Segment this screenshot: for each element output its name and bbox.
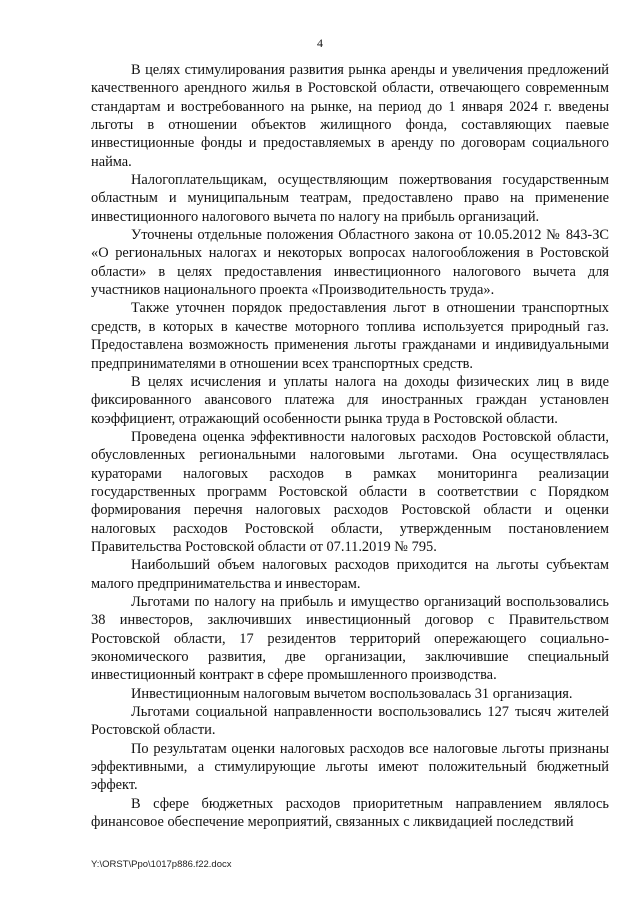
paragraph-budget-expenditure: В сфере бюджетных расходов приоритетным направлением являлось финансовое обеспечение мероприятий, связанных с ликвидацией последствий	[91, 795, 609, 831]
file-path-footer: Y:\ORST\Ppo\1017p886.f22.docx	[91, 859, 232, 870]
paragraph-rental-housing: В целях стимулирования развития рынка аренды и увеличения предложений качественного арендного жилья в Ростовской области, отвечающего современным стандартам и востребованного на рынке, на период до 1 января 2024 г. введены льготы в отношении объектов жилищного фонда, составляющих паевые инвестиционные фонды и предоставляемых в аренду по договорам социального найма.	[91, 62, 609, 170]
paragraph-assessment-results: По результатам оценки налоговых расходов все налоговые льготы признаны эффективными, а стимулирующие льготы имеют положительный бюджетный эффект.	[91, 740, 609, 794]
paragraph-social-benefits: Льготами социальной направленности воспользовались 127 тысяч жителей Ростовской области.	[91, 704, 609, 739]
paragraph-regional-law: Уточнены отдельные положения Областного закона от 10.05.2012 № 843-ЗС «О региональных налогах и некоторых вопросах налогообложения в Ростовской области» в целях предоставления инвестиционного налогового вычета для участников национального проекта «Производительность труда».	[91, 227, 609, 299]
paragraph-tax-expenditure-assessment: Проведена оценка эффективности налоговых расходов Ростовской области, обусловленных региональными налоговыми льготами. Она осуществлялась кураторами налоговых расходов в рамках мониторинга реализации государственных программ Ростовской области в соответствии с Порядком формирования перечня налоговых расходов Ростовской области и оценки налоговых расходов Ростовской области, утвержденным постановлением Правительства Ростовской области от 07.11.2019 № 795.	[91, 428, 609, 555]
paragraph-investors-benefits: Льготами по налогу на прибыль и имущество организаций воспользовались 38 инвесторов, заключивших инвестиционный договор с Правительством Ростовской области, 17 резидентов территорий опережающего социально-экономического развития, две организации, заключившие специальный инвестиционный контракт в сфере промышленного производства.	[91, 593, 609, 684]
paragraph-largest-expenditure: Наибольший объем налоговых расходов приходится на льготы субъектам малого предпринимательства и инвесторам.	[91, 557, 609, 592]
paragraph-theater-donations: Налогоплательщикам, осуществляющим пожертвования государственным областным и муниципальным театрам, предоставлено право на применение инвестиционного налогового вычета по налогу на прибыль организаций.	[91, 172, 609, 225]
paragraph-investment-deduction: Инвестиционным налоговым вычетом воспользовалась 31 организация.	[131, 685, 573, 702]
page-number: 4	[317, 36, 323, 50]
paragraph-transport-gas: Также уточнен порядок предоставления льгот в отношении транспортных средств, в которых в качестве моторного топлива используется природный газ. Предоставлена возможность применения льготы гражданами и индивидуальными предпринимателями в отношении всех транспортных средств.	[91, 300, 609, 372]
document-body	[91, 61, 609, 831]
paragraph-income-tax-foreigners: В целях исчисления и уплаты налога на доходы физических лиц в виде фиксированного авансового платежа для иностранных граждан установлен коэффициент, отражающий особенности рынка труда в Ростовской области.	[91, 373, 609, 427]
